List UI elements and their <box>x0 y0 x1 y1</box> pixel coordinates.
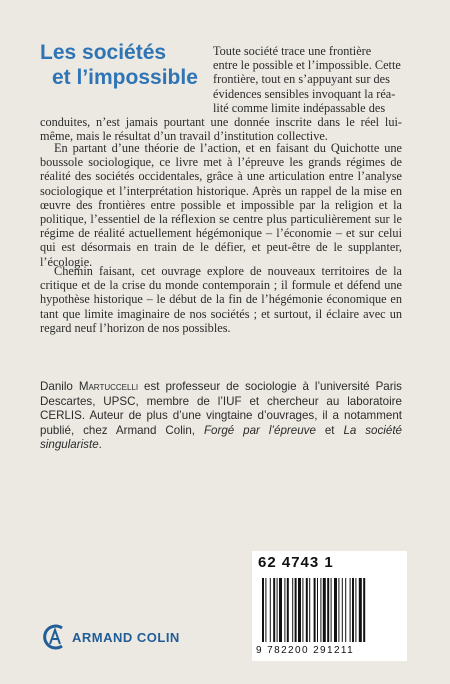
title-line-2: et l’impossible <box>52 66 198 89</box>
author-first-name: Danilo <box>40 380 73 393</box>
sentence-end: . <box>98 438 102 452</box>
publisher-name: ARMAND COLIN <box>72 629 180 645</box>
title-line-1: Les sociétés <box>40 41 167 64</box>
summary-paragraph-2: En partant d’une théorie de l’action, et en faisant du Quichotte une boussole sociologique, ce livre met à l’épreuve les grands régimes de réalité des sociétés occidentales, grâce à une articulation entre l’analyse sociologique et l’interprétation historique. Après un rappel de la mise en œuvre des frontières entre possible et impossible par la religion et la politique, l’essentiel de la réflexion se centre plus particulièrement sur le régime de réalité actuellement hégémonique – l’économie – et sur celui qui est désormais en train de le défier, et peut-être de le supplanter, l’écologie. <box>40 141 402 269</box>
author-bio <box>40 380 402 453</box>
intro-line: lité comme limite indépassable des <box>213 100 386 115</box>
author-bio-text: est professeur de sociologie à l’université Paris Descartes, UPSC, membre de l’IUF et chercheur au laboratoire CERLIS. Auteur de plus d’une vingtaine d’ouvrages, il a notamment publié, chez Armand Colin, <box>40 380 402 437</box>
barcode-icon <box>260 578 400 644</box>
isbn-number: 9 782200 291211 <box>256 645 355 656</box>
publisher-logo-icon <box>42 622 68 652</box>
publisher-block <box>42 622 180 652</box>
sku-number: 62 4743 1 <box>258 554 334 571</box>
author-last-name: Martuccelli <box>78 380 139 393</box>
summary-paragraph-3: Chemin faisant, cet ouvrage explore de nouveaux territoires de la critique et de la crise du monde contemporain ; il formule et défend une hypothèse historique – le début de la fin de l’hégémonie économique en tant que limite imaginaire de nos sociétés ; et surtout, il éclaire avec un regard neuf l’horizon de nos possibles. <box>40 264 402 335</box>
intro-paragraph <box>40 44 402 143</box>
intro-line: entre le possible et l’impossible. Cette <box>213 58 401 73</box>
barcode-area <box>252 551 407 661</box>
conjunction: et <box>315 423 344 437</box>
book-title-2: La société singulariste <box>40 423 402 452</box>
intro-line: Toute société trace une frontière <box>213 44 372 58</box>
intro-line: évidences sensibles invoquant la réa- <box>213 86 396 101</box>
book-title-1: Forgé par l’épreuve <box>203 423 316 437</box>
intro-line: conduites, n’est jamais pourtant une donnée inscrite dans le réel lui-même, mais le résultat d’un travail d’institution collective. <box>40 115 402 144</box>
intro-line: frontière, tout en s’appuyant sur des <box>213 72 390 87</box>
